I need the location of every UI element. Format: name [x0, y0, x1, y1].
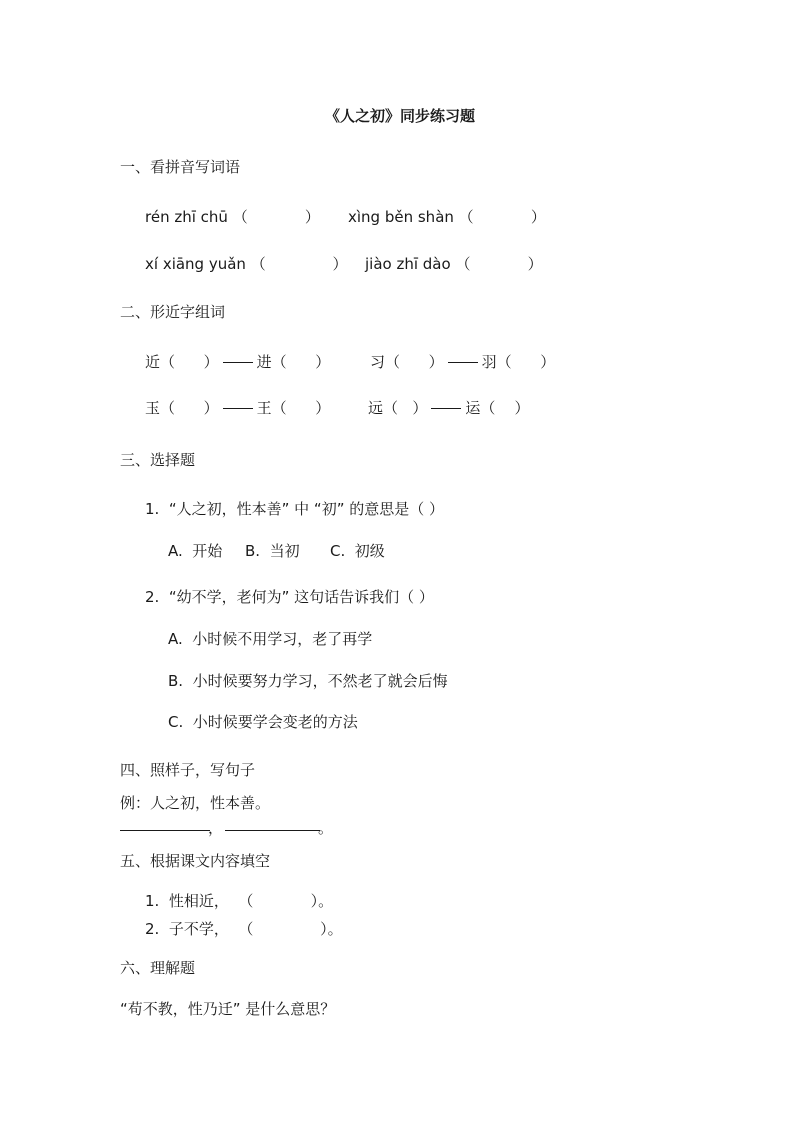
paren-close: ）: [315, 353, 331, 371]
comprehension-question: “苟不教，性乃迁” 是什么意思？: [120, 1000, 336, 1018]
pinyin-text: jiào zhī dào: [365, 255, 451, 273]
paren-close: ）: [203, 399, 219, 417]
char-a: 远: [368, 399, 384, 417]
q1-option-b: B. 当初: [245, 542, 300, 560]
q2-option-a: A. 小时候不用学习，老了再学: [168, 630, 373, 648]
char-a: 近: [145, 353, 161, 371]
page-title: 《人之初》同步练习题: [325, 107, 476, 125]
fill-item-1: [145, 891, 333, 911]
char-a: 玉: [145, 399, 161, 417]
comma-mark: ，: [208, 819, 224, 837]
answer-blank: （ ）: [232, 208, 320, 226]
dash-line: [448, 362, 478, 363]
section-5-heading: 五、根据课文内容填空: [120, 852, 271, 870]
q2-option-b: B. 小时候要努力学习，不然老了就会后悔: [168, 672, 448, 690]
paren-open: （: [271, 399, 287, 417]
section-4-heading: 四、照样子，写句子: [120, 761, 256, 779]
paren-close: ）: [315, 399, 331, 417]
paren-close: ）: [203, 353, 219, 371]
dash-line: [223, 362, 253, 363]
q1-option-a: A. 开始: [168, 542, 223, 560]
example-sentence: 例：人之初，性本善。: [120, 794, 271, 812]
pinyin-item-1: [145, 207, 320, 227]
item-text: 性相近，: [168, 892, 229, 910]
answer-blank: （ ）: [458, 208, 546, 226]
question-1-stem: 1. “人之初，性本善” 中 “初” 的意思是（ ）: [145, 500, 445, 518]
pinyin-text: xí xiāng yuǎn: [145, 255, 246, 273]
section-6-heading: 六、理解题: [120, 959, 196, 977]
paren-close: ）: [514, 399, 530, 417]
paren-close: ）: [540, 353, 556, 371]
answer-line-2: [225, 830, 320, 831]
section-2-heading: 二、形近字组词: [120, 303, 226, 321]
paren-open: （: [480, 399, 496, 417]
answer-blank: （ ）。: [238, 892, 334, 910]
paren-open: （: [160, 399, 176, 417]
pinyin-text: rén zhī chū: [145, 208, 228, 226]
item-number: 2.: [145, 920, 160, 938]
answer-line-1: [120, 830, 210, 831]
q1-option-c: C. 初级: [330, 542, 385, 560]
question-2-stem: 2. “幼不学，老何为” 这句话告诉我们（ ）: [145, 588, 434, 606]
char-pair-2: [370, 352, 555, 372]
pinyin-item-3: [145, 254, 347, 274]
item-text: 子不学，: [168, 920, 229, 938]
q2-option-c: C. 小时候要学会变老的方法: [168, 713, 358, 731]
char-b: 运: [465, 399, 481, 417]
period-mark: 。: [318, 819, 334, 837]
pinyin-item-2: [348, 207, 546, 227]
char-b: 进: [256, 353, 272, 371]
item-number: 1.: [145, 892, 160, 910]
answer-blank: （ ）: [455, 255, 543, 273]
paren-open: （: [383, 399, 399, 417]
char-pair-1: [145, 352, 330, 372]
pinyin-text: xìng běn shàn: [348, 208, 454, 226]
paren-open: （: [496, 353, 512, 371]
char-pair-3: [145, 398, 330, 418]
paren-close: ）: [412, 399, 428, 417]
char-a: 习: [370, 353, 386, 371]
char-pair-4: [368, 398, 529, 418]
pinyin-item-4: [365, 254, 543, 274]
paren-open: （: [160, 353, 176, 371]
section-3-heading: 三、选择题: [120, 451, 196, 469]
answer-blank: （ ）: [250, 255, 348, 273]
paren-close: ）: [428, 353, 444, 371]
dash-line: [223, 408, 253, 409]
dash-line: [431, 408, 461, 409]
fill-item-2: [145, 919, 343, 939]
paren-open: （: [271, 353, 287, 371]
section-1-heading: 一、看拼音写词语: [120, 158, 241, 176]
char-b: 羽: [481, 353, 497, 371]
answer-blank: （ ）。: [238, 920, 343, 938]
char-b: 王: [256, 399, 272, 417]
paren-open: （: [385, 353, 401, 371]
